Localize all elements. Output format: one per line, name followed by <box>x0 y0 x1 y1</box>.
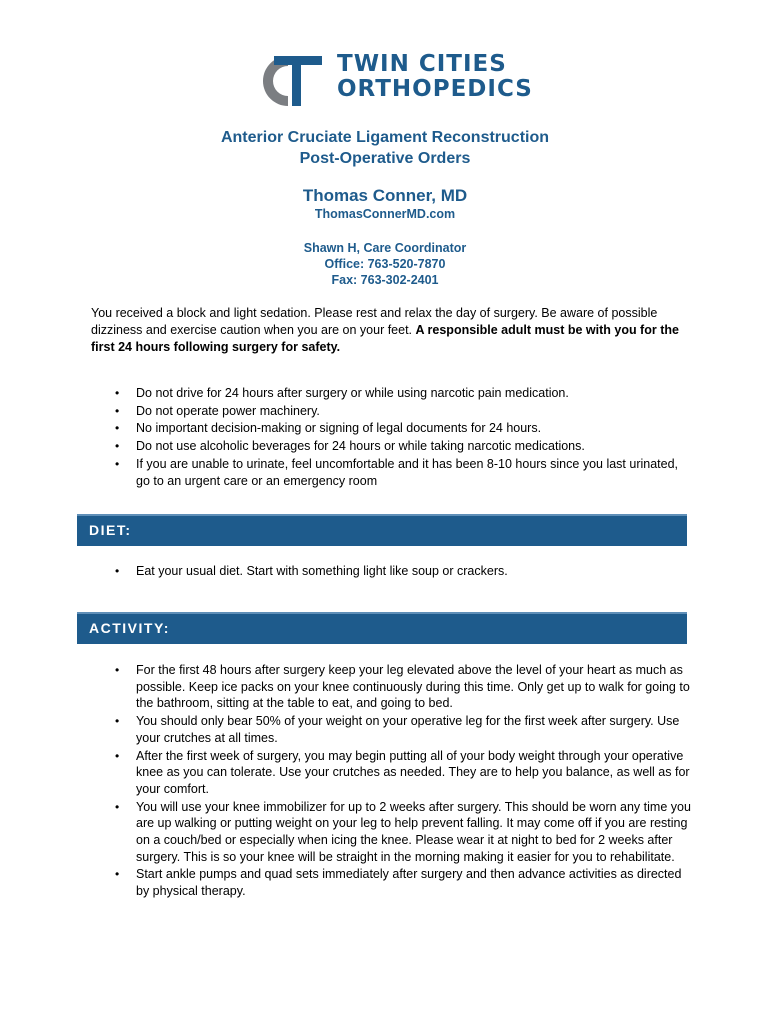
contact-block <box>0 240 770 288</box>
list-item: • Do not use alcoholic beverages for 24 hours or while taking narcotic medications. <box>115 439 585 454</box>
tco-logo-mark <box>252 52 324 110</box>
bullet-icon: • <box>115 799 120 814</box>
diet-heading: DIET: <box>89 522 132 538</box>
bullet-icon: • <box>115 867 120 882</box>
document-title <box>0 127 770 169</box>
fax-number: Fax: 763-302-2401 <box>331 273 439 287</box>
title-line1: Anterior Cruciate Ligament Reconstruction <box>220 129 550 146</box>
list-item: • You will use your knee immobilizer for up to 2 weeks after surgery. This should be worn any time you are up walking or putting weight on your leg to help prevent falling. It may come off if you are resting on a couch/bed or especially when icing the knee. Please wear it at night to bed for 2 weeks after surgery. This is so your knee will be straight in the morning making it easier for you to rehabilitate. <box>115 799 691 864</box>
diet-section-header <box>77 514 687 546</box>
logo <box>252 51 533 110</box>
activity-section-header <box>77 612 687 644</box>
bullet-icon: • <box>115 456 120 471</box>
activity-heading: ACTIVITY: <box>89 620 170 636</box>
doctor-name: Thomas Conner, MD <box>302 186 468 205</box>
intro-paragraph <box>91 305 691 356</box>
logo-line1: TWIN CITIES <box>337 51 507 77</box>
care-coordinator: Shawn H, Care Coordinator <box>303 241 467 255</box>
list-item: • After the first week of surgery, you may begin putting all of your body weight through your operative knee as you can tolerate. Use your crutches as needed. They are to help you balance, as well as for your comfort. <box>115 748 690 796</box>
list-item: • If you are unable to urinate, feel uncomfortable and it has been 8-10 hours since you last urinated, go to an urgent care or an emergency room <box>115 456 679 488</box>
diet-list <box>91 563 691 581</box>
list-item: • Start ankle pumps and quad sets immediately after surgery and then advance activities as directed by physical therapy. <box>115 867 682 899</box>
list-item: • For the first 48 hours after surgery keep your leg elevated above the level of your heart as much as possible. Keep ice packs on your knee continuously during this time. Only get up to walk for going to the bathroom, sitting at the table to eat, and going to bed. <box>115 663 690 711</box>
list-item: • Do not operate power machinery. <box>115 403 320 418</box>
title-line2: Post-Operative Orders <box>299 150 471 167</box>
activity-list <box>91 662 691 901</box>
doctor-website: ThomasConnerMD.com <box>314 207 456 221</box>
bullet-icon: • <box>115 421 120 436</box>
list-item: • You should only bear 50% of your weight on your operative leg for the first week after surgery. Use your crutches at all times. <box>115 714 680 745</box>
bullet-icon: • <box>115 748 120 763</box>
intro-text: You received a block and light sedation. Please rest and relax the day of surgery. Be aware of possible dizziness and exercise caution when you are on your feet. <box>91 306 658 337</box>
bullet-icon: • <box>115 663 120 677</box>
bullet-icon: • <box>115 403 120 418</box>
list-item: • No important decision-making or signing of legal documents for 24 hours. <box>115 421 542 436</box>
intro-bold-warning: A responsible adult must be with you for the first 24 hours following surgery for safety. <box>91 323 679 354</box>
office-phone: Office: 763-520-7870 <box>324 257 446 271</box>
logo-wordmark <box>337 52 533 102</box>
list-item: • Do not drive for 24 hours after surgery or while using narcotic pain medication. <box>115 386 569 400</box>
bullet-icon: • <box>115 714 120 729</box>
bullet-icon: • <box>115 439 120 454</box>
bullet-icon: • <box>115 386 120 400</box>
bullet-icon: • <box>115 564 120 578</box>
general-instructions-list <box>91 385 691 490</box>
list-item: • Eat your usual diet. Start with something light like soup or crackers. <box>115 564 508 578</box>
logo-line2: ORTHOPEDICS <box>337 76 533 102</box>
